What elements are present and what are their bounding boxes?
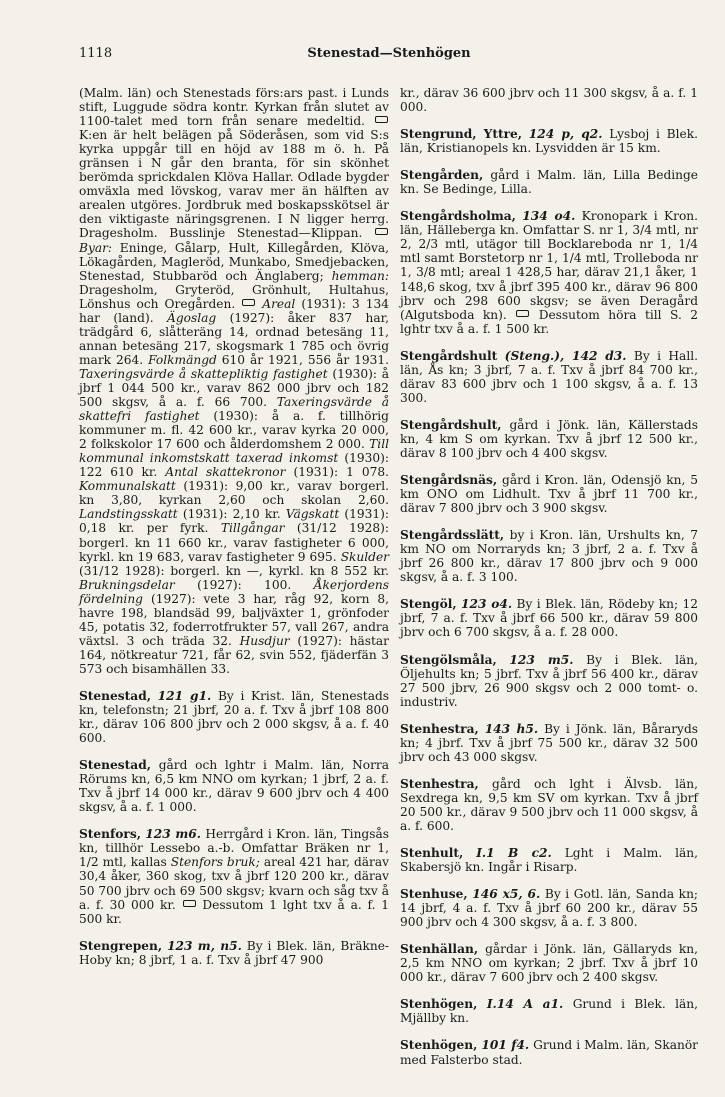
paragraph-symbol-icon: [375, 228, 388, 235]
entry-stenhogen-malm: Stenhögen, 101 f4. Grund i Malm. län, Skanör med Falsterbo stad.: [400, 1038, 699, 1067]
left-column: [79, 86, 389, 980]
page-header: [79, 46, 699, 68]
paragraph-symbol-icon: [516, 310, 529, 317]
entry-stengrund: Stengrund, Yttre, 124 p, q2. Lysboj i Blek. län, Kristianopels kn. Lysvidden är 15 km.: [400, 127, 698, 156]
entry-stenfors: Stenfors, 123 m6. Herrgård i Kron. län, Tingsås kn, tillhör Lessebo a.-b. Omfattar Bräken nr 1, 1/2 mtl, kallas Stenfors bruk; areal 421 har, därav 30,4 åker, 360 skog, txv å jbrf 120 200 kr., därav 50 700 jbrv och 69 500 skgsv; kvarn och såg txv å a. f. 30 000 kr. Dessutom 1 lght txv å a. f. 1 500 kr.: [79, 827, 390, 926]
entry-stengolsmala: Stengölsmåla, 123 m5. By i Blek. län, Öljehults kn; 5 jbrf. Txv å jbrf 56 400 kr., därav 27 500 jbrv, 26 900 skgsv och 2 000 tomt- o. industriv.: [400, 652, 698, 709]
entry-stengardsslatt: Stengårdsslätt, by i Kron. län, Urshults kn, 7 km NO om Norraryds kn; 3 jbrf, 2 a. f. Txv å jbrf 26 800 kr., därav 17 800 jbrv och 9 000 skgsv, å a. f. 3 100.: [400, 528, 699, 585]
entry-stengrepen-cont: kr., därav 36 600 jbrv och 11 300 skgsv, å a. f. 1 000.: [400, 86, 698, 115]
entry-stengol: Stengöl, 123 o4. By i Blek. län, Rödeby kn; 12 jbrf, 7 a. f. Txv å jbrf 66 500 kr., därav 59 800 jbrv och 6 700 skgsv, å a. f. 28 000.: [400, 597, 698, 640]
entry-stengarden: Stengården, gård i Malm. län, Lilla Bedinge kn. Se Bedinge, Lilla.: [400, 168, 699, 197]
entry-stenestad-parish: (Malm. län) och Stenestads förs:ars past. i Lunds stift, Luggude södra kontr. Kyrkan från slutet av 1100-talet med torn från senare medeltid. K:en är helt belägen på Söderåsen, som vid S:s kyrka uppgår till en höjd av 188 m ö. h. På gränsen i N går den branta, för sin skönhet berömda sprickdalen Klöva Hallar. Odlade bygder omväxla med lövskog, varav mer än hälften av arealen utgöres. Jordbruk med boskapsskötsel är den viktigaste näringsgrenen. I N ligger herrg. Dragesholm. Busslinje Stenestad—Klippan. Byar: Eninge, Gålarp, Hult, Killegården, Klöva, Lökagården, Magleröd, Munkabo, Smedjebacken, Stenestad, Stubbaröd och Änglaberg; hemman: Dragesholm, Gryteröd, Grönhult, Hultahus, Lönshus och Oregården. Areal (1931): 3 134 har (land). Ägoslag (1927): åker 837 har, trädgård 6, slåtteräng 14, ordnad betesäng 11, annan betesäng 217, skogsmark 1 785 och övrig mark 264. Folkmängd 610 år 1921, 556 år 1931. Taxeringsvärde å skattepliktig fastighet (1930): å jbrf 1 044 500 kr., varav 862 000 jbrv och 182 500 skgsv, å a. f. 66 700. Taxeringsvärde å skattefri fastighet (1930): å a. f. tillhörig kommuner m. fl. 42 600 kr., varav kyrka 20 000, 2 folkskolor 17 600 och ålderdomshem 2 000. Till kommunal inkomstskatt taxerad inkomst (1930): 122 610 kr. Antal skattekronor (1931): 1 078. Kommunalskatt (1931): 9,00 kr., varav borgerl. kn 3,80, kyrkan 2,60 och skolan 2,60. Landstingsskatt (1931): 2,10 kr. Vägskatt (1931): 0,18 kr. per fyrk. Tillgångar (31/12 1928): borgerl. kn 11 660 kr., varav fastigheter 6 000, kyrkl. kn 19 683, varav fastigheter 9 695. Skulder (31/12 1928): borgerl. kn —, kyrkl. kn 8 552 kr. Brukningsdelar (1927): 100. Åkerjordens fördelning (1927): vete 3 har, råg 92, korn 8, havre 198, blandsäd 99, baljväxter 1, grönfoder 45, potatis 32, foderrotfrukter 57, vall 267, andra växtsl. 3 och träda 32. Husdjur (1927): hästar 164, nötkreatur 721, får 62, svin 552, fjäderfän 3 573 och bisamhällen 33.: [79, 86, 390, 676]
paragraph-symbol-icon: [375, 116, 388, 123]
paragraph-symbol-icon: [242, 299, 255, 306]
entry-stengrepen: Stengrepen, 123 m, n5. By i Blek. län, Bräkne-Hoby kn; 8 jbrf, 1 a. f. Txv å jbrf 47 900: [79, 938, 390, 967]
entry-stenestad-gard: Stenestad, gård och lghtr i Malm. län, Norra Rörums kn, 6,5 km NNO om kyrkan; 1 jbrf, 2 a. f. Txv å jbrf 14 000 kr., därav 9 600 jbrv och 4 400 skgsv, å a. f. 1 000.: [79, 758, 389, 815]
entry-stengardshult-gard: Stengårdshult, gård i Jönk. län, Källerstads kn, 4 km S om kyrkan. Txv å jbrf 12 500 kr., därav 8 100 jbrv och 4 400 skgsv.: [400, 417, 698, 460]
entry-stengardsholma: Stengårdsholma, 134 o4. Kronopark i Kron. län, Hälleberga kn. Omfattar S. nr 1, 3/4 mtl, nr 2, 2/3 mtl, utägor till Bocklareboda nr 1, 1/4 mtl samt Borstetorp nr 1, 1/4 mtl, Trolleboda nr 1, 3/8 mtl; areal 1 428,5 har, därav 21,1 åker, 1 148,6 skog, txv å jbrf 395 400 kr., därav 96 800 jbrv och 298 600 skgsv; se även Deragård (Algutsboda kn). Dessutom höra till S. 2 lghtr txv å a. f. 1 500 kr.: [400, 209, 699, 336]
entry-stengardshult-by: Stengårdshult (Steng.), 142 d3. By i Hall. län, Ås kn; 3 jbrf, 7 a. f. Txv å jbrf 84 700 kr., därav 83 600 jbrv och 1 100 skgsv, å a. f. 13 300.: [400, 348, 698, 405]
entry-stenhestra-by: Stenhestra, 143 h5. By i Jönk. län, Båraryds kn; 4 jbrf. Txv å jbrf 75 500 kr., därav 32 500 jbrv och 43 000 skgsv.: [400, 721, 699, 764]
entry-stenestad-by: Stenestad, 121 g1. By i Krist. län, Stenestads kn, telefonstn; 21 jbrf, 20 a. f. Txv å jbrf 108 800 kr., därav 106 800 jbrv och 2 000 skgsv, å a. f. 40 600.: [79, 688, 390, 746]
entry-stenhuse: Stenhuse, 146 x5, 6. By i Gotl. län, Sanda kn; 14 jbrf, 4 a. f. Txv å jbrf 60 200 kr., därav 55 900 jbrv och 4 300 skgsv, å a. f. 3 800.: [400, 887, 699, 930]
right-column: [400, 86, 698, 1080]
running-head: Stenestad—Stenhögen: [307, 46, 471, 61]
entry-stengardsnas: Stengårdsnäs, gård i Kron. län, Odensjö kn, 5 km ONO om Lidhult. Txv å jbrf 11 700 kr., därav 7 800 jbrv och 3 900 skgsv.: [400, 473, 698, 516]
entry-stenhogen-blek: Stenhögen, I.14 A a1. Grund i Blek. län, Mjällby kn.: [400, 997, 699, 1026]
paragraph-symbol-icon: [183, 900, 196, 907]
page-number: 1118: [79, 46, 113, 61]
entry-stenhestra-gard: Stenhestra, gård och lght i Älvsb. län, Sexdrega kn, 9,5 km SV om kyrkan. Txv å jbrf 20 500 kr., därav 9 500 jbrv och 11 000 skgsv, å a. f. 600.: [400, 776, 699, 833]
entry-stenhult: Stenhult, I.1 B c2. Lght i Malm. län, Skabersjö kn. Ingår i Risarp.: [400, 846, 699, 875]
entry-stenhallan: Stenhällan, gårdar i Jönk. län, Gällaryds kn, 2,5 km NNO om kyrkan; 2 jbrf. Txv å jbrf 10 000 kr., därav 7 600 jbrv och 2 400 skgsv.: [400, 942, 698, 985]
